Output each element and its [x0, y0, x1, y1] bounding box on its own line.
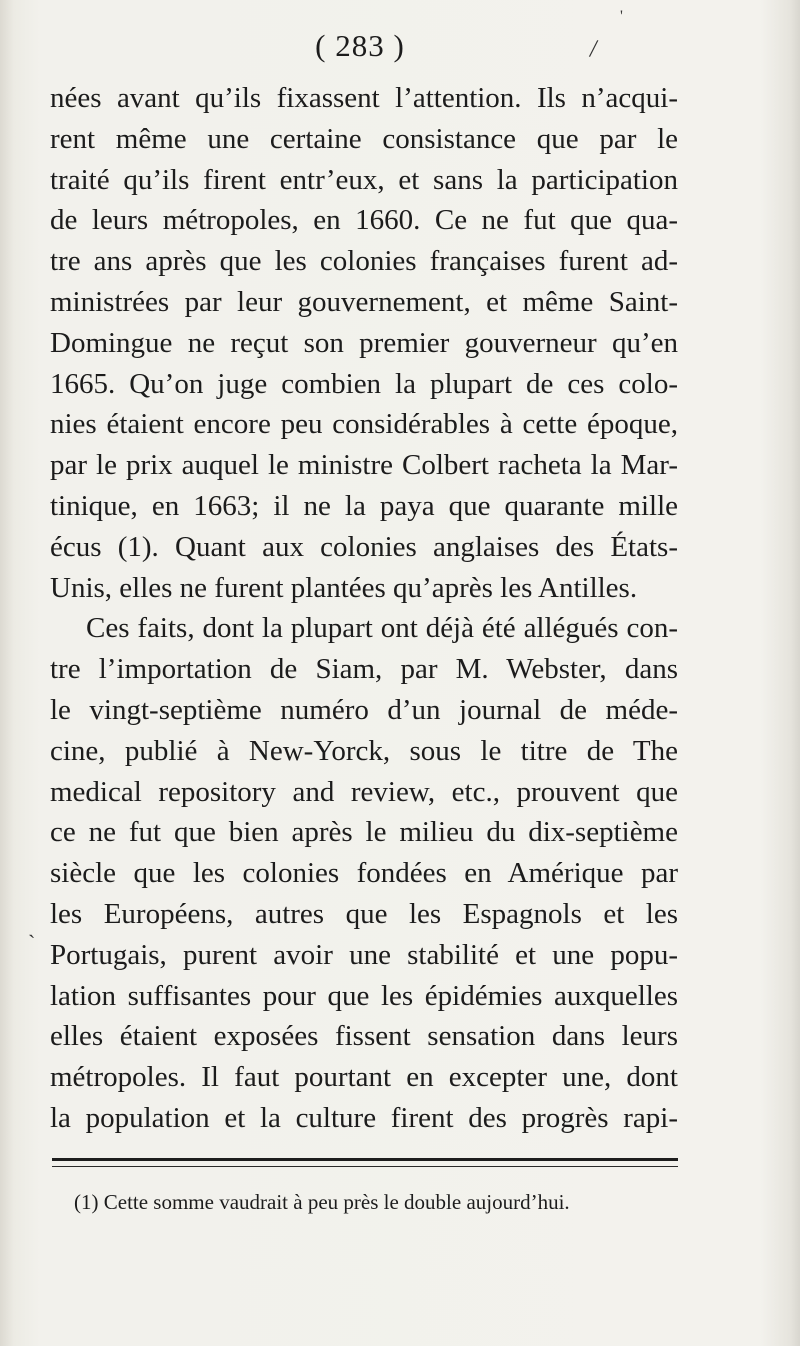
text-line: rent même une certaine consistance que par le — [50, 122, 678, 155]
footnote: (1) Cette somme vaudrait à peu près le double aujourd’hui. — [74, 1190, 570, 1214]
margin-mark: ' — [620, 8, 623, 25]
text-line: la population et la culture firent des progrès rapi- — [50, 1101, 678, 1134]
text-line: Unis, elles ne furent plantées qu’après les Antilles. — [50, 571, 638, 604]
text-line: nies étaient encore peu considérables à cette époque, — [50, 408, 678, 441]
text-line: le vingt-septième numéro d’un journal de méde- — [50, 693, 678, 726]
text-line: elles étaient exposées fissent sensation dans leurs — [50, 1020, 678, 1053]
text-line: Portugais, purent avoir une stabilité et une popu- — [50, 938, 678, 971]
text-line: ce ne fut que bien après le milieu du dix-septième — [50, 816, 678, 849]
text-line: lation suffisantes pour que les épidémies auxquelles — [50, 979, 678, 1012]
page-number: ( 283 ) — [315, 28, 405, 63]
text-line: les Européens, autres que les Espagnols et les — [50, 897, 678, 930]
text-line: Ces faits, dont la plupart ont déjà été allégués con- — [86, 612, 678, 645]
text-line: tre ans après que les colonies françaises furent ad- — [50, 245, 678, 278]
margin-mark: ` — [28, 930, 36, 955]
text-line: 1665. Qu’on juge combien la plupart de ces colo- — [50, 367, 678, 400]
text-line: medical repository and review, etc., prouvent que — [50, 775, 678, 808]
text-line: de leurs métropoles, en 1660. Ce ne fut que qua- — [50, 204, 678, 237]
text-line: par le prix auquel le ministre Colbert racheta la Mar- — [50, 449, 678, 482]
text-line: ministrées par leur gouvernement, et même Saint- — [50, 285, 678, 318]
text-line: siècle que les colonies fondées en Amérique par — [50, 857, 678, 890]
text-line: tinique, en 1663; il ne la paya que quarante mille — [50, 489, 678, 522]
text-line: nées avant qu’ils fixassent l’attention. Ils n’acqui- — [50, 82, 678, 114]
text-line: tre l’importation de Siam, par M. Webster, dans — [50, 653, 678, 686]
margin-mark: / — [588, 33, 600, 64]
footnote-separator — [52, 1158, 678, 1161]
text-line: écus (1). Quant aux colonies anglaises des États- — [50, 530, 678, 563]
text-line: traité qu’ils firent entr’eux, et sans la participation — [50, 163, 678, 196]
footnote-separator-thin — [52, 1166, 678, 1167]
text-line: Domingue ne reçut son premier gouverneur qu’en — [50, 326, 678, 359]
body-text — [50, 78, 678, 1139]
text-line: cine, publié à New-Yorck, sous le titre de The — [50, 734, 678, 767]
text-line: métropoles. Il faut pourtant en excepter une, dont — [50, 1061, 678, 1094]
